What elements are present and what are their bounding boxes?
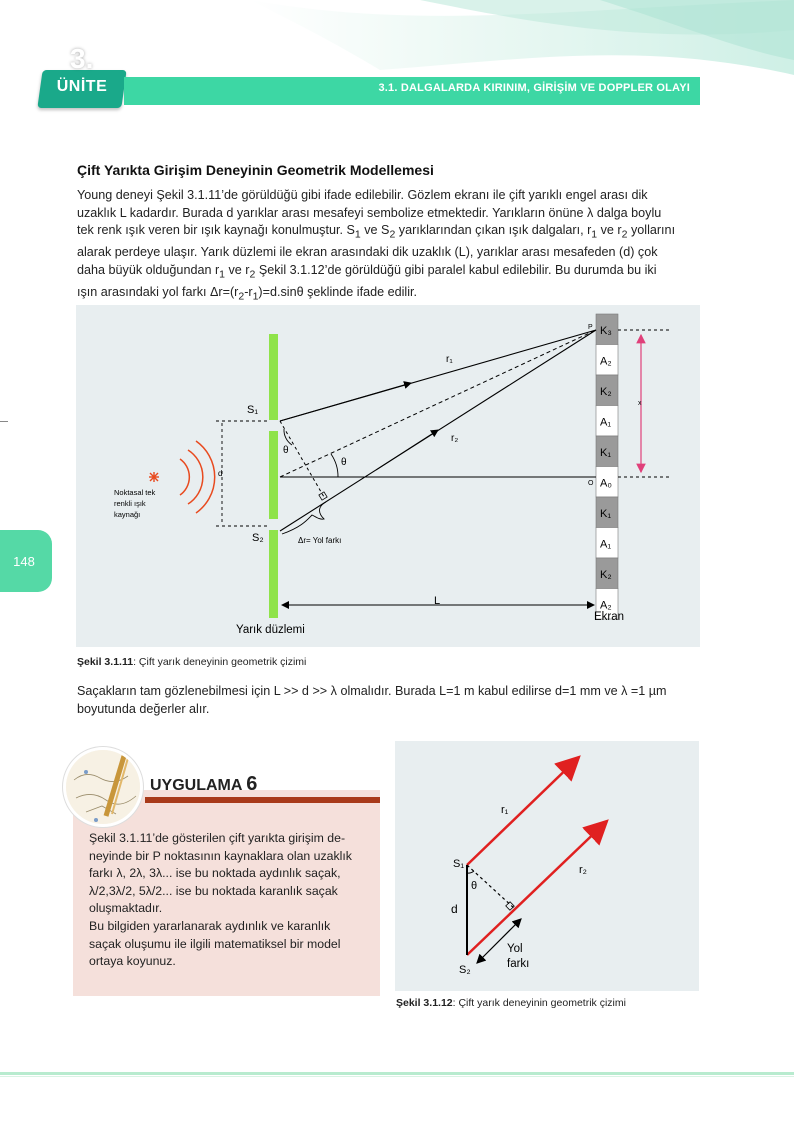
follow-paragraph (77, 683, 698, 718)
fringe-label: A₁ (600, 416, 612, 429)
s2-label: S₂ (252, 532, 264, 544)
intro-line: alarak perdeye ulaşır. Yarık düzlemi ile ekran arasındaki dik uzaklık (L), yarıklar arası mesafeden (d) çok (77, 245, 658, 260)
source-label-line: kaynağı (114, 510, 141, 519)
margin-tick (0, 421, 8, 422)
point-o-label: O (588, 480, 594, 487)
fringe-label: A₀ (600, 477, 612, 490)
theta-label: θ (283, 445, 289, 456)
slit-barrier-middle (269, 431, 278, 519)
light-source-icon (149, 472, 159, 482)
intro-paragraph (77, 187, 698, 306)
application-line: Bu bilgiden yararlanarak aydınlık ve karanlık (89, 918, 331, 933)
application-title-bar (145, 797, 380, 803)
x-label: x (638, 400, 642, 407)
path-difference-brace (282, 502, 326, 534)
figure-double-slit-drawing (76, 305, 700, 647)
application-badge-image (63, 747, 143, 827)
fringe-label: K₂ (600, 386, 612, 398)
application-line: farkı λ, 2λ, 3λ... ise bu noktada aydınlık saçak, (89, 866, 341, 881)
figure1-caption: Şekil 3.1.11: Çift yarık deneyinin geometrik çizimi (77, 656, 307, 668)
screen-label: Ekran (594, 611, 625, 623)
source-label-line: renkli ışık (114, 499, 146, 508)
d-label: d (451, 902, 458, 916)
slit-barrier-top (269, 334, 278, 420)
slit-barrier-bottom (269, 530, 278, 618)
intro-line: Young deneyi Şekil 3.1.11’de görüldüğü gibi ifade edilebilir. Gözlem ekranı ile çift yarıklı engel arası dik (77, 188, 648, 202)
screen-fringes (596, 314, 618, 619)
wavefront (196, 441, 215, 513)
figure-parallel-rays-drawing (395, 741, 699, 991)
application-line: oluşmaktadır. (89, 901, 163, 916)
s2-label: S₂ (459, 964, 471, 976)
slit-plane-label: Yarık düzlemi (236, 624, 305, 636)
ray-r1 (467, 757, 579, 865)
r1-label: r₁ (501, 804, 509, 816)
wavefront (180, 459, 189, 495)
fringe-label: A₂ (600, 599, 612, 612)
path-difference-label: Yol (507, 943, 523, 955)
figure-parallel-rays (395, 741, 699, 991)
application-line: saçak oluşumu ile ilgili matematiksel bir model (89, 936, 341, 951)
intro-line: uzaklık L kadardır. Burada d yarıklar arası mesafeyi sembolize etmektedir. Yarıkların önüne λ dalga boylu (77, 205, 662, 220)
point-p-label: P (588, 324, 593, 331)
follow-line: boyutunda değerler alır. (77, 701, 210, 716)
page-number: 148 (13, 554, 35, 569)
follow-line: Saçakların tam gözlenebilmesi için L >> d >> λ olmalıdır. Burada L=1 m kabul edilirse d=1 mm ve λ =1 µm (77, 684, 667, 698)
s1-label: S₁ (247, 404, 259, 416)
ray-center (280, 330, 596, 477)
intro-line: daha büyük olduğundan $r_1$ ve $r_2$ Şekil 3.1.12’de görüldüğü gibi paralel kabul edilebilir. Bu durumda bu iki (77, 262, 657, 281)
application-text (89, 830, 367, 971)
fringe-label: K₁ (600, 447, 612, 459)
r1-label: r₁ (446, 354, 453, 365)
L-label: L (434, 595, 441, 607)
unit-number: 3. (70, 43, 94, 74)
theta-label: θ (471, 880, 478, 892)
path-difference-label: Δr= Yol farkı (298, 536, 342, 545)
path-difference-label: farkı (507, 958, 530, 970)
footer-line (0, 1072, 794, 1075)
ray-r2 (467, 821, 607, 955)
application-title: UYGULAMA 6 (150, 773, 258, 795)
application-line: neyinde bir P noktasının kaynaklara olan uzaklık (89, 848, 352, 863)
intro-line: tek renk ışık veren bir ışık kaynağı konulmuştur. $S_1$ ve $S_2$ yarıklarından çıkan ışık dalgaları, $r_1$ ve $r_2$ yollarını (77, 223, 676, 241)
section-title: Çift Yarıkta Girişim Deneyinin Geometrik Modellemesi (77, 162, 434, 178)
fringe-label: K₂ (600, 569, 612, 581)
application-line: λ/2,3λ/2, 5λ/2... ise bu noktada karanlık saçak (89, 883, 338, 898)
theta-label: θ (341, 457, 347, 468)
application-line: Şekil 3.1.11’de gösterilen çift yarıkta girişim de- (89, 831, 346, 845)
fringe-label: K₁ (600, 508, 612, 520)
figure-double-slit (76, 305, 700, 647)
source-label-line: Noktasal tek (114, 488, 156, 497)
application-line: ortaya koyunuz. (89, 954, 176, 969)
s1-label: S₁ (453, 858, 465, 870)
intro-line: ışın arasındaki yol farkı $\Delta r=(r_2-r_1)=d.\sin\theta$ şeklinde ifade edilir. (77, 284, 417, 303)
d-label: d (218, 469, 223, 478)
wavefront (188, 450, 203, 504)
fringe-label: A₂ (600, 355, 612, 368)
figure2-caption: Şekil 3.1.12: Çift yarık deneyinin geometrik çizimi (396, 997, 626, 1009)
unit-label: ÜNİTE (56, 78, 108, 95)
fringe-label: K₃ (600, 325, 612, 337)
r2-label: r₂ (451, 433, 459, 444)
fringe-label: A₁ (600, 538, 612, 551)
perpendicular-line (280, 421, 324, 497)
r2-label: r₂ (579, 864, 587, 876)
footer-line (0, 1076, 794, 1077)
topic-title: 3.1. DALGALARDA KIRINIM, GİRİŞİM VE DOPPLER OLAYI (378, 82, 690, 94)
